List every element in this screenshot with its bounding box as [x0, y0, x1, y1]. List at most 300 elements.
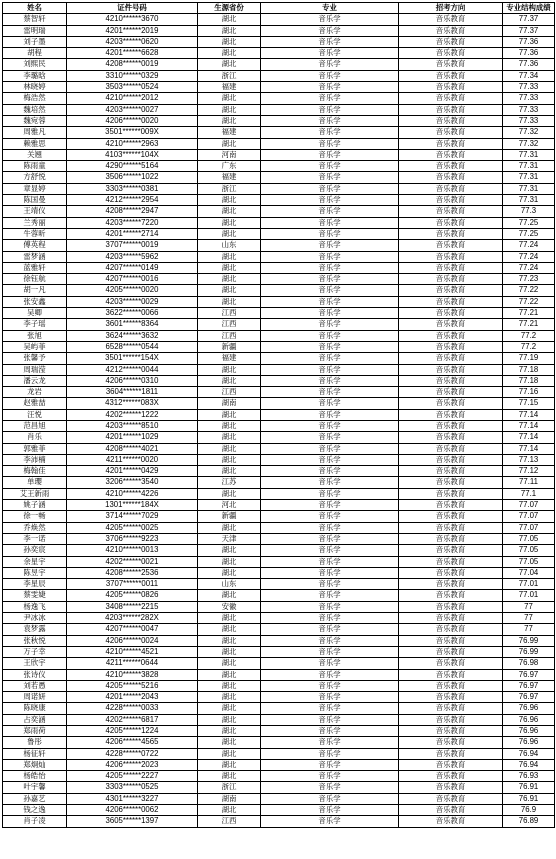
cell-id-number: 3605******1397 — [67, 816, 198, 827]
cell-id-number: 4103******104X — [67, 149, 198, 160]
cell-major: 音乐学 — [261, 613, 399, 624]
cell-score: 76.97 — [503, 692, 555, 703]
cell-score: 77.31 — [503, 149, 555, 160]
table-row — [3, 161, 555, 172]
table-row — [3, 432, 555, 443]
cell-direction: 音乐教育 — [399, 172, 503, 183]
cell-direction: 音乐教育 — [399, 488, 503, 499]
cell-id-number: 4228******0033 — [67, 703, 198, 714]
cell-id-number: 3707******0011 — [67, 579, 198, 590]
cell-direction: 音乐教育 — [399, 432, 503, 443]
table-row — [3, 816, 555, 827]
cell-major: 音乐学 — [261, 680, 399, 691]
cell-province: 湖北 — [198, 759, 261, 770]
cell-province: 江西 — [198, 816, 261, 827]
cell-id-number: 3506******1022 — [67, 172, 198, 183]
cell-score: 77.24 — [503, 240, 555, 251]
table-row — [3, 477, 555, 488]
cell-direction: 音乐教育 — [399, 466, 503, 477]
cell-major: 音乐学 — [261, 567, 399, 578]
cell-province: 湖北 — [198, 274, 261, 285]
cell-score: 76.9 — [503, 805, 555, 816]
cell-id-number: 4301******3227 — [67, 793, 198, 804]
cell-score: 76.93 — [503, 771, 555, 782]
cell-major: 音乐学 — [261, 477, 399, 488]
cell-major: 音乐学 — [261, 206, 399, 217]
cell-direction: 音乐教育 — [399, 624, 503, 635]
cell-major: 音乐学 — [261, 183, 399, 194]
cell-direction: 音乐教育 — [399, 319, 503, 330]
cell-province: 湖北 — [198, 59, 261, 70]
cell-name: 刘熙民 — [3, 59, 67, 70]
cell-province: 山东 — [198, 240, 261, 251]
score-table — [2, 2, 555, 828]
cell-name: 徐一畅 — [3, 511, 67, 522]
cell-score: 77.01 — [503, 579, 555, 590]
cell-province: 湖北 — [198, 375, 261, 386]
cell-name: 单瓔 — [3, 477, 67, 488]
cell-id-number: 4210******3828 — [67, 669, 198, 680]
cell-id-number: 4212******0044 — [67, 364, 198, 375]
table-row — [3, 793, 555, 804]
cell-direction: 音乐教育 — [399, 115, 503, 126]
cell-major: 音乐学 — [261, 556, 399, 567]
cell-score: 77.33 — [503, 104, 555, 115]
cell-score: 77 — [503, 601, 555, 612]
cell-id-number: 1301******184X — [67, 500, 198, 511]
cell-score: 77.31 — [503, 183, 555, 194]
cell-major: 音乐学 — [261, 466, 399, 477]
cell-major: 音乐学 — [261, 172, 399, 183]
header-name: 姓名 — [3, 3, 67, 14]
cell-province: 湖北 — [198, 36, 261, 47]
cell-id-number: 4312******083X — [67, 398, 198, 409]
cell-name: 张旭 — [3, 330, 67, 341]
table-row — [3, 409, 555, 420]
cell-id-number: 4203******0620 — [67, 36, 198, 47]
cell-name: 魏培然 — [3, 104, 67, 115]
cell-direction: 音乐教育 — [399, 93, 503, 104]
cell-major: 音乐学 — [261, 488, 399, 499]
cell-major: 音乐学 — [261, 127, 399, 138]
cell-id-number: 3601******8364 — [67, 319, 198, 330]
cell-id-number: 3206******3540 — [67, 477, 198, 488]
cell-score: 76.96 — [503, 726, 555, 737]
cell-direction: 音乐教育 — [399, 646, 503, 657]
cell-id-number: 4207******0149 — [67, 262, 198, 273]
cell-direction: 音乐教育 — [399, 25, 503, 36]
cell-province: 湖北 — [198, 251, 261, 262]
cell-major: 音乐学 — [261, 500, 399, 511]
cell-name: 陈国曼 — [3, 195, 67, 206]
cell-score: 77.24 — [503, 262, 555, 273]
cell-name: 傅英程 — [3, 240, 67, 251]
cell-province: 广东 — [198, 161, 261, 172]
cell-direction: 音乐教育 — [399, 251, 503, 262]
cell-name: 李星辰 — [3, 579, 67, 590]
cell-province: 湖北 — [198, 115, 261, 126]
cell-id-number: 4206******0024 — [67, 635, 198, 646]
cell-province: 江西 — [198, 308, 261, 319]
cell-score: 76.89 — [503, 816, 555, 827]
cell-name: 范昌旭 — [3, 420, 67, 431]
cell-score: 77.33 — [503, 82, 555, 93]
cell-score: 77.31 — [503, 161, 555, 172]
cell-name: 吴卿 — [3, 308, 67, 319]
cell-score: 77.07 — [503, 522, 555, 533]
table-row — [3, 206, 555, 217]
cell-name: 杨逸飞 — [3, 601, 67, 612]
cell-name: 占奕涵 — [3, 714, 67, 725]
cell-id-number: 4206******4565 — [67, 737, 198, 748]
cell-province: 湖北 — [198, 420, 261, 431]
cell-name: 梅翰佳 — [3, 466, 67, 477]
cell-major: 音乐学 — [261, 545, 399, 556]
table-row — [3, 703, 555, 714]
cell-id-number: 4203******0027 — [67, 104, 198, 115]
table-row — [3, 759, 555, 770]
cell-major: 音乐学 — [261, 375, 399, 386]
cell-province: 新疆 — [198, 511, 261, 522]
cell-direction: 音乐教育 — [399, 805, 503, 816]
cell-direction: 音乐教育 — [399, 601, 503, 612]
cell-score: 77.05 — [503, 556, 555, 567]
cell-id-number: 3408******2215 — [67, 601, 198, 612]
cell-major: 音乐学 — [261, 748, 399, 759]
header-id-number: 证件号码 — [67, 3, 198, 14]
cell-major: 音乐学 — [261, 771, 399, 782]
cell-score: 76.99 — [503, 646, 555, 657]
cell-id-number: 4202******1222 — [67, 409, 198, 420]
cell-province: 湖北 — [198, 613, 261, 624]
cell-id-number: 4207******0047 — [67, 624, 198, 635]
cell-score: 77.2 — [503, 341, 555, 352]
cell-id-number: 3310******0329 — [67, 70, 198, 81]
cell-id-number: 4208******2947 — [67, 206, 198, 217]
cell-major: 音乐学 — [261, 454, 399, 465]
cell-direction: 音乐教育 — [399, 195, 503, 206]
cell-province: 福建 — [198, 172, 261, 183]
cell-id-number: 3714******7029 — [67, 511, 198, 522]
cell-name: 牛蓉昕 — [3, 228, 67, 239]
header-direction: 招考方向 — [399, 3, 503, 14]
table-row — [3, 353, 555, 364]
table-row — [3, 545, 555, 556]
table-row — [3, 398, 555, 409]
cell-name: 李沛楠 — [3, 454, 67, 465]
cell-direction: 音乐教育 — [399, 692, 503, 703]
table-row — [3, 500, 555, 511]
header-row — [3, 3, 555, 14]
cell-name: 郑炯灿 — [3, 759, 67, 770]
cell-id-number: 4201******1029 — [67, 432, 198, 443]
cell-name: 赵雅喆 — [3, 398, 67, 409]
cell-province: 湖北 — [198, 93, 261, 104]
cell-name: 方舒悦 — [3, 172, 67, 183]
cell-name: 兰秀丽 — [3, 217, 67, 228]
cell-id-number: 4205******0020 — [67, 285, 198, 296]
cell-id-number: 4210******4521 — [67, 646, 198, 657]
cell-score: 77.04 — [503, 567, 555, 578]
cell-major: 音乐学 — [261, 387, 399, 398]
cell-major: 音乐学 — [261, 240, 399, 251]
cell-province: 湖北 — [198, 624, 261, 635]
table-row — [3, 48, 555, 59]
cell-score: 77.19 — [503, 353, 555, 364]
cell-score: 77 — [503, 624, 555, 635]
cell-major: 音乐学 — [261, 228, 399, 239]
cell-direction: 音乐教育 — [399, 726, 503, 737]
cell-name: 尹冰冰 — [3, 613, 67, 624]
cell-score: 77.23 — [503, 274, 555, 285]
cell-direction: 音乐教育 — [399, 567, 503, 578]
cell-score: 77.22 — [503, 296, 555, 307]
table-row — [3, 285, 555, 296]
cell-id-number: 3303******0525 — [67, 782, 198, 793]
cell-score: 77.14 — [503, 420, 555, 431]
cell-major: 音乐学 — [261, 726, 399, 737]
table-row — [3, 14, 555, 25]
cell-id-number: 4210******2012 — [67, 93, 198, 104]
table-row — [3, 364, 555, 375]
cell-name: 王欣宇 — [3, 658, 67, 669]
cell-province: 安徽 — [198, 601, 261, 612]
cell-name: 雷梦涵 — [3, 251, 67, 262]
cell-name: 陈雨童 — [3, 161, 67, 172]
cell-major: 音乐学 — [261, 353, 399, 364]
cell-major: 音乐学 — [261, 149, 399, 160]
table-row — [3, 624, 555, 635]
cell-major: 音乐学 — [261, 782, 399, 793]
cell-province: 湖南 — [198, 793, 261, 804]
cell-direction: 音乐教育 — [399, 206, 503, 217]
cell-name: 魏宛蓉 — [3, 115, 67, 126]
cell-major: 音乐学 — [261, 816, 399, 827]
cell-province: 湖北 — [198, 262, 261, 273]
cell-name: 关翘 — [3, 149, 67, 160]
table-row — [3, 613, 555, 624]
table-row — [3, 172, 555, 183]
cell-direction: 音乐教育 — [399, 149, 503, 160]
cell-score: 76.94 — [503, 748, 555, 759]
cell-id-number: 3501******009X — [67, 127, 198, 138]
table-row — [3, 36, 555, 47]
cell-name: 潘云龙 — [3, 375, 67, 386]
table-row — [3, 680, 555, 691]
cell-score: 77.32 — [503, 138, 555, 149]
cell-major: 音乐学 — [261, 341, 399, 352]
table-row — [3, 635, 555, 646]
cell-score: 77.36 — [503, 48, 555, 59]
cell-direction: 音乐教育 — [399, 228, 503, 239]
cell-id-number: 4210******4226 — [67, 488, 198, 499]
cell-province: 福建 — [198, 353, 261, 364]
cell-major: 音乐学 — [261, 533, 399, 544]
cell-major: 音乐学 — [261, 601, 399, 612]
table-row — [3, 70, 555, 81]
cell-score: 77.25 — [503, 217, 555, 228]
cell-name: 李璐晗 — [3, 70, 67, 81]
cell-score: 77.37 — [503, 14, 555, 25]
cell-province: 江西 — [198, 319, 261, 330]
cell-id-number: 4205******1224 — [67, 726, 198, 737]
cell-province: 湖北 — [198, 285, 261, 296]
cell-name: 肖子凌 — [3, 816, 67, 827]
cell-major: 音乐学 — [261, 714, 399, 725]
cell-id-number: 4201******2043 — [67, 692, 198, 703]
cell-major: 音乐学 — [261, 82, 399, 93]
cell-name: 艾王新雨 — [3, 488, 67, 499]
cell-direction: 音乐教育 — [399, 14, 503, 25]
cell-name: 袁梦露 — [3, 624, 67, 635]
cell-province: 湖北 — [198, 692, 261, 703]
cell-direction: 音乐教育 — [399, 613, 503, 624]
table-row — [3, 296, 555, 307]
cell-name: 汪悦 — [3, 409, 67, 420]
cell-province: 湖南 — [198, 398, 261, 409]
cell-direction: 音乐教育 — [399, 353, 503, 364]
cell-province: 湖北 — [198, 454, 261, 465]
cell-direction: 音乐教育 — [399, 714, 503, 725]
cell-direction: 音乐教育 — [399, 308, 503, 319]
cell-province: 湖北 — [198, 138, 261, 149]
cell-score: 76.91 — [503, 793, 555, 804]
cell-name: 叶宇馨 — [3, 782, 67, 793]
cell-province: 湖北 — [198, 703, 261, 714]
cell-name: 徐钰航 — [3, 274, 67, 285]
cell-direction: 音乐教育 — [399, 556, 503, 567]
cell-province: 湖北 — [198, 364, 261, 375]
cell-id-number: 4210******2963 — [67, 138, 198, 149]
table-row — [3, 319, 555, 330]
cell-direction: 音乐教育 — [399, 590, 503, 601]
cell-id-number: 3303******0381 — [67, 183, 198, 194]
cell-major: 音乐学 — [261, 330, 399, 341]
cell-direction: 音乐教育 — [399, 533, 503, 544]
cell-direction: 音乐教育 — [399, 759, 503, 770]
cell-direction: 音乐教育 — [399, 782, 503, 793]
cell-major: 音乐学 — [261, 443, 399, 454]
cell-id-number: 3503******0524 — [67, 82, 198, 93]
cell-score: 77.01 — [503, 590, 555, 601]
table-row — [3, 149, 555, 160]
cell-province: 湖北 — [198, 488, 261, 499]
cell-score: 77.12 — [503, 466, 555, 477]
cell-major: 音乐学 — [261, 296, 399, 307]
cell-province: 湖北 — [198, 432, 261, 443]
cell-score: 77.21 — [503, 308, 555, 319]
table-row — [3, 466, 555, 477]
cell-direction: 音乐教育 — [399, 59, 503, 70]
cell-id-number: 4208******4021 — [67, 443, 198, 454]
cell-direction: 音乐教育 — [399, 545, 503, 556]
cell-name: 余星宇 — [3, 556, 67, 567]
table-row — [3, 454, 555, 465]
cell-province: 湖北 — [198, 714, 261, 725]
cell-direction: 音乐教育 — [399, 680, 503, 691]
cell-id-number: 3622******0066 — [67, 308, 198, 319]
cell-direction: 音乐教育 — [399, 793, 503, 804]
cell-id-number: 4205******5216 — [67, 680, 198, 691]
cell-province: 湖北 — [198, 466, 261, 477]
table-row — [3, 646, 555, 657]
cell-direction: 音乐教育 — [399, 240, 503, 251]
cell-name: 周瑞滢 — [3, 364, 67, 375]
cell-id-number: 4203******5962 — [67, 251, 198, 262]
cell-name: 陈晓康 — [3, 703, 67, 714]
table-row — [3, 782, 555, 793]
cell-score: 77.1 — [503, 488, 555, 499]
cell-province: 湖北 — [198, 545, 261, 556]
cell-major: 音乐学 — [261, 420, 399, 431]
cell-direction: 音乐教育 — [399, 262, 503, 273]
cell-score: 77.36 — [503, 59, 555, 70]
cell-name: 周雅凡 — [3, 127, 67, 138]
table-row — [3, 692, 555, 703]
cell-province: 湖北 — [198, 658, 261, 669]
cell-province: 湖北 — [198, 522, 261, 533]
cell-score: 77.13 — [503, 454, 555, 465]
cell-id-number: 4202******6817 — [67, 714, 198, 725]
cell-name: 周诺妍 — [3, 692, 67, 703]
cell-name: 郭雅菲 — [3, 443, 67, 454]
cell-id-number: 4202******0021 — [67, 556, 198, 567]
cell-major: 音乐学 — [261, 432, 399, 443]
cell-major: 音乐学 — [261, 262, 399, 273]
cell-direction: 音乐教育 — [399, 48, 503, 59]
cell-id-number: 4201******2714 — [67, 228, 198, 239]
cell-score: 76.98 — [503, 658, 555, 669]
cell-direction: 音乐教育 — [399, 816, 503, 827]
cell-major: 音乐学 — [261, 36, 399, 47]
cell-id-number: 4228******0722 — [67, 748, 198, 759]
table-row — [3, 375, 555, 386]
cell-direction: 音乐教育 — [399, 454, 503, 465]
cell-name: 孙嘉艺 — [3, 793, 67, 804]
cell-id-number: 4203******282X — [67, 613, 198, 624]
cell-major: 音乐学 — [261, 195, 399, 206]
cell-name: 林晓婷 — [3, 82, 67, 93]
cell-major: 音乐学 — [261, 48, 399, 59]
table-row — [3, 601, 555, 612]
cell-direction: 音乐教育 — [399, 183, 503, 194]
cell-major: 音乐学 — [261, 104, 399, 115]
cell-province: 山东 — [198, 579, 261, 590]
cell-major: 音乐学 — [261, 703, 399, 714]
cell-province: 湖北 — [198, 217, 261, 228]
table-row — [3, 714, 555, 725]
table-row — [3, 737, 555, 748]
cell-direction: 音乐教育 — [399, 737, 503, 748]
cell-name: 张馨予 — [3, 353, 67, 364]
cell-major: 音乐学 — [261, 274, 399, 285]
cell-id-number: 4208******0019 — [67, 59, 198, 70]
table-row — [3, 228, 555, 239]
cell-major: 音乐学 — [261, 59, 399, 70]
cell-id-number: 3604******1811 — [67, 387, 198, 398]
cell-province: 湖北 — [198, 48, 261, 59]
cell-province: 湖北 — [198, 25, 261, 36]
cell-major: 音乐学 — [261, 635, 399, 646]
cell-score: 77.11 — [503, 477, 555, 488]
cell-major: 音乐学 — [261, 217, 399, 228]
cell-major: 音乐学 — [261, 805, 399, 816]
cell-score: 77.18 — [503, 375, 555, 386]
cell-direction: 音乐教育 — [399, 387, 503, 398]
table-row — [3, 93, 555, 104]
cell-direction: 音乐教育 — [399, 420, 503, 431]
cell-score: 77.37 — [503, 25, 555, 36]
